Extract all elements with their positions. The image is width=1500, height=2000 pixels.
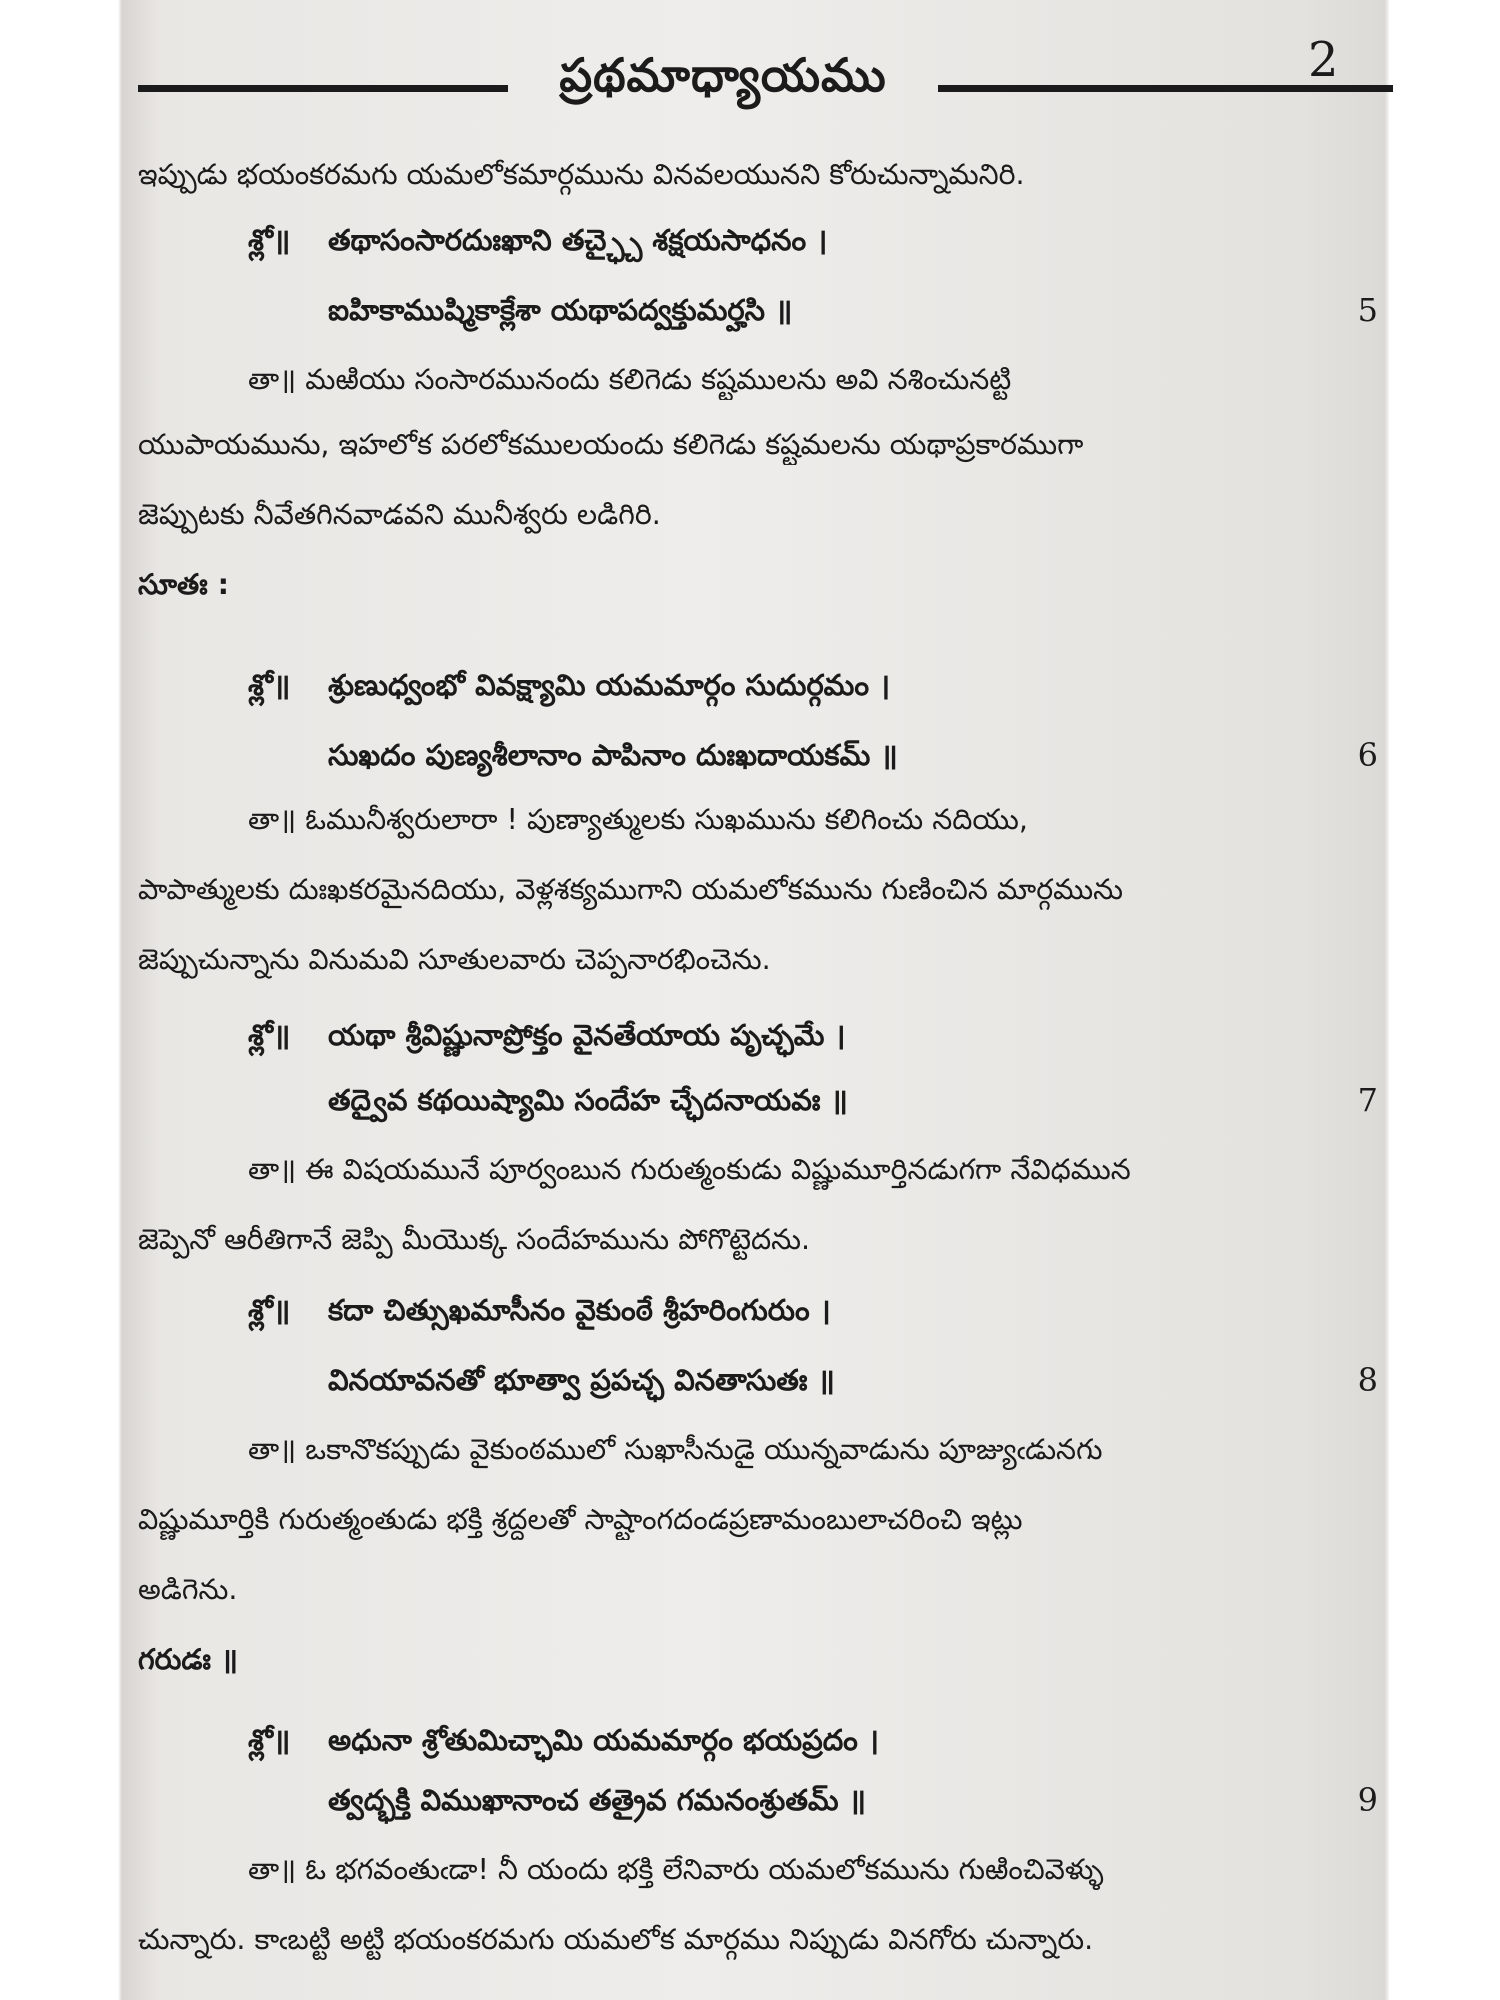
prose-line: చున్నారు. కాఁబట్టి అట్టి భయంకరమగు యమలోక మార్గము నిప్పుడు వినగోరు చున్నారు. [138, 1923, 1094, 1956]
translation-text: ఈ విషయమునే పూర్వంబున గురుత్మంకుడు విష్ణుమూర్తినడుగగా నేవిధమున [305, 1153, 1131, 1186]
sloka-text: వినయావనతో భూత్వా ప్రపచ్ఛ వినతాసుతః ॥ [328, 1363, 835, 1397]
sloka-text: యథా శ్రీవిష్ణునాప్రోక్తం వైనతేయాయ పృచ్ఛమే । [328, 1018, 846, 1052]
translation-line [248, 1150, 1388, 1190]
prose-line: జెప్పుచున్నాను వినుమవి సూతులవారు చెప్పనారభించెను. [138, 943, 771, 976]
translation-text: ఒకానొకప్పుడు వైకుంఠములో సుఖాసీనుడై యున్నవాడును పూజ్యుఁడునగు [305, 1433, 1103, 1466]
sloka-9-line-1 [248, 1720, 1378, 1760]
verse-number: 7 [1357, 1081, 1378, 1119]
speaker-label: గరుడః ॥ [138, 1643, 238, 1676]
sloka-label: శ్లో॥ [248, 668, 291, 702]
sloka-text: సుఖదం పుణ్యశీలానాం పాపినాం దుఃఖదాయకమ్ ॥ [328, 738, 898, 772]
prose-line: యుపాయమును, ఇహలోక పరలోకములయందు కలిగెడు కష్టమలను యథాప్రకారముగా [138, 428, 1084, 461]
sloka-text: తద్వైవ కథయిష్యామి సందేహ చ్ఛేదనాయవః ॥ [328, 1083, 848, 1117]
prose-line: పాపాత్ములకు దుఃఖకరమైనదియు, వెళ్లశక్యముగాని యమలోకమును గుణించిన మార్గమును [138, 873, 1123, 906]
sloka-label: శ్లో॥ [248, 1293, 291, 1327]
sloka-7-line-1 [248, 1015, 1378, 1055]
translation-label: తా॥ [248, 803, 297, 836]
translation-line [248, 1850, 1388, 1890]
sloka-7-line-2 [248, 1080, 1378, 1120]
sloka-text: అధునా శ్రోతుమిచ్ఛామి యమమార్గం భయప్రదం । [328, 1723, 879, 1757]
page-number: 2 [1308, 32, 1339, 88]
sloka-6-line-1 [248, 665, 1378, 705]
verse-number: 8 [1357, 1361, 1378, 1399]
sloka-text: త్వద్భక్తి విముఖానాంచ తత్రైవ గమనంశ్రుతమ్ ॥ [328, 1783, 867, 1817]
prose-line: ఇప్పుడు భయంకరమగు యమలోకమార్గమును వినవలయునని కోరుచున్నామనిరి. [138, 158, 1025, 191]
prose-line: విష్ణుమూర్తికి గురుత్మంతుడు భక్తి శ్రద్ధలతో సాష్టాంగదండప్రణామంబులాచరించి ఇట్లు [138, 1503, 1023, 1536]
translation-label: తా॥ [248, 363, 297, 396]
translation-text: ఓ భగవంతుఁడా! నీ యందు భక్తి లేనివారు యమలోకమును గుఱించివెళ్ళు [305, 1853, 1104, 1886]
sloka-text: తథాసంసారదుఃఖాని తచ్ఛ్చై శక్షయసాధనం । [328, 223, 828, 257]
translation-text: ఓమునీశ్వరులారా ! పుణ్యాత్ములకు సుఖమును కలిగించు నదియు, [305, 803, 1028, 836]
sloka-label: శ్లో॥ [248, 223, 291, 257]
verse-number: 6 [1357, 736, 1378, 774]
translation-line [248, 800, 1388, 840]
translation-label: తా॥ [248, 1433, 297, 1466]
sloka-9-line-2 [248, 1780, 1378, 1820]
prose-line: జెప్పెనో ఆరీతిగానే జెప్పి మీయొక్క సందేహమును పోగొట్టెదను. [138, 1223, 811, 1256]
sloka-5-line-1 [248, 220, 1378, 260]
sloka-label: శ్లో॥ [248, 1018, 291, 1052]
speaker-label: సూతః : [138, 568, 229, 601]
sloka-text: ఐహికాముష్మికాక్లేశా యథాపద్వక్తుమర్హసి ॥ [328, 293, 793, 327]
sloka-text: శ్రుణుధ్వంభో వివక్ష్యామి యమమార్గం సుదుర్గమం । [328, 668, 891, 702]
translation-label: తా॥ [248, 1153, 297, 1186]
translation-label: తా॥ [248, 1853, 297, 1886]
book-page [118, 0, 1388, 2000]
header-rule-left [138, 85, 508, 92]
chapter-title: ప్రథమాధ్యాయము [559, 48, 887, 102]
verse-number: 9 [1357, 1781, 1378, 1819]
translation-line [248, 360, 1388, 400]
sloka-5-line-2 [248, 290, 1378, 330]
verse-number: 5 [1357, 291, 1378, 329]
sloka-8-line-2 [248, 1360, 1378, 1400]
sloka-6-line-2 [248, 735, 1378, 775]
translation-text: మఱియు సంసారమునందు కలిగెడు కష్టములను అవి నశించునట్టి [305, 363, 1012, 396]
sloka-8-line-1 [248, 1290, 1378, 1330]
prose-line: అడిగెను. [138, 1573, 238, 1606]
translation-line [248, 1430, 1388, 1470]
sloka-text: కదా చిత్సుఖమాసీనం వైకుంఠే శ్రీహరింగురుం । [328, 1293, 831, 1327]
prose-line: జెప్పుటకు నీవేతగినవాడవని మునీశ్వరు లడిగిరి. [138, 498, 661, 531]
sloka-label: శ్లో॥ [248, 1723, 291, 1757]
